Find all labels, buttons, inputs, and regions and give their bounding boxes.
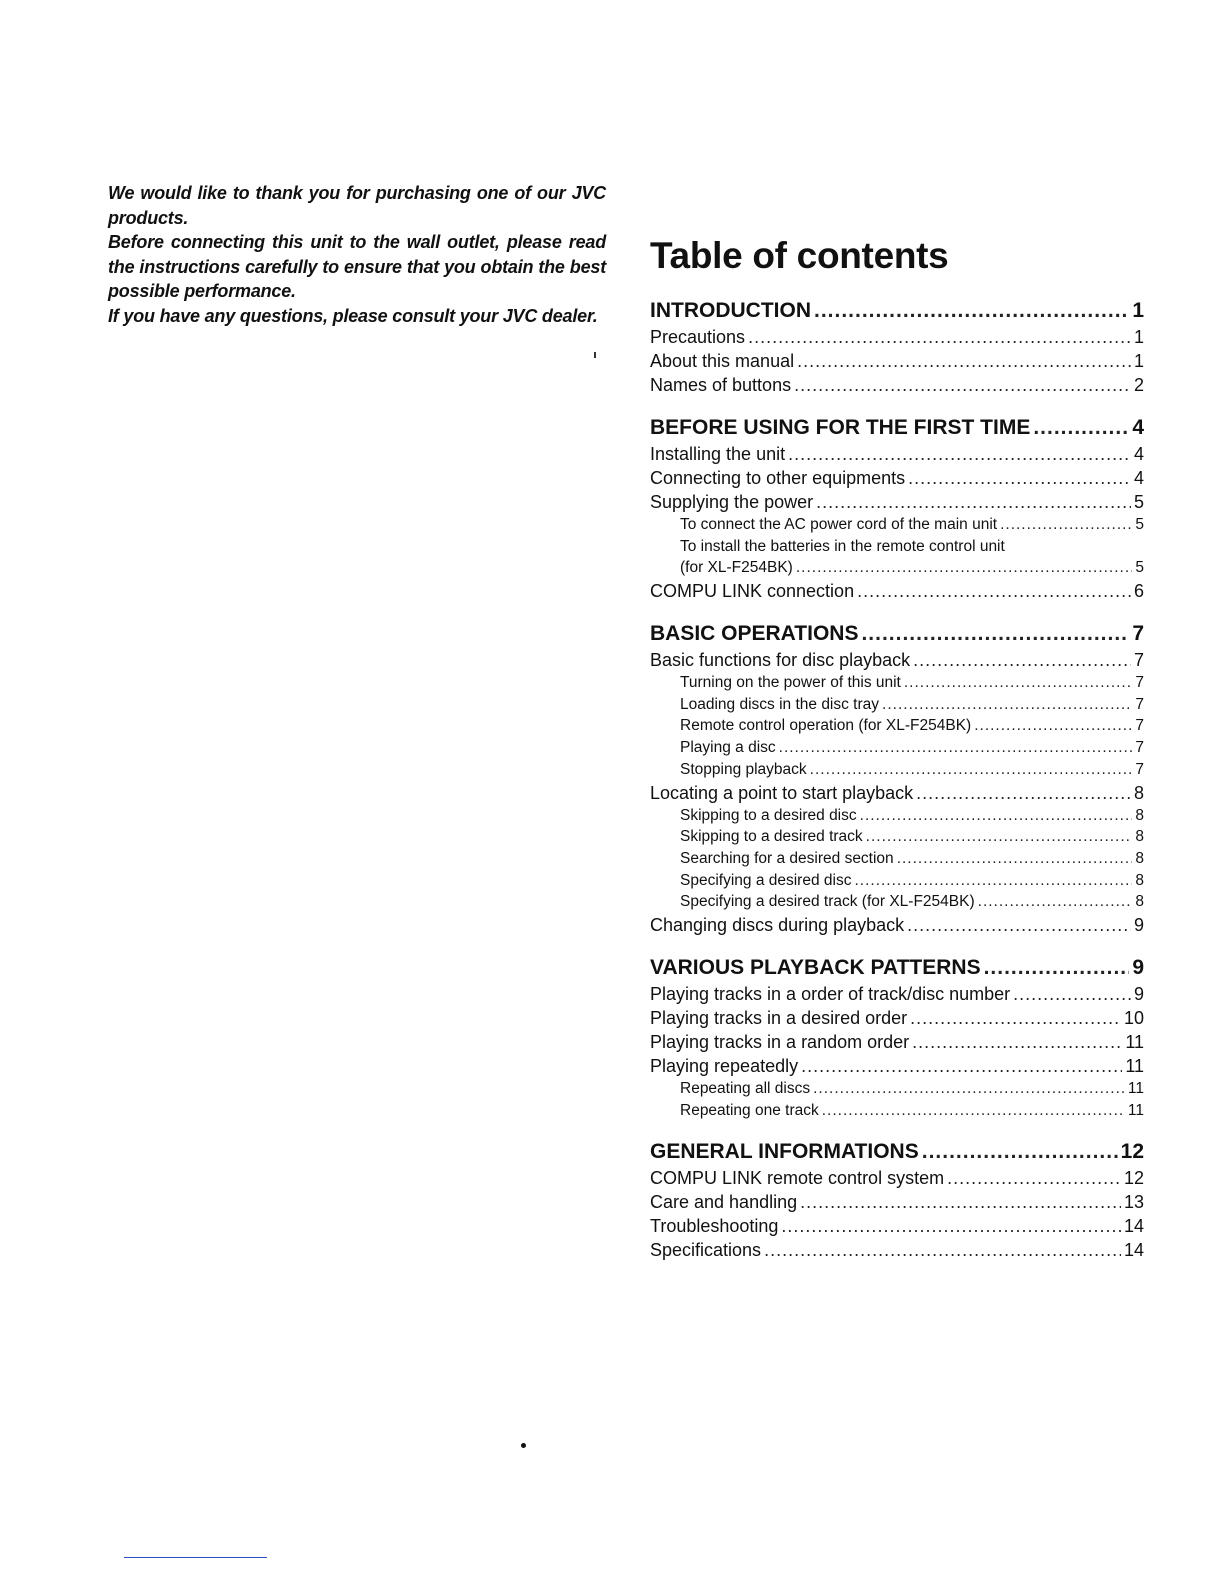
toc-subentry	[650, 694, 1144, 716]
toc-subentry	[650, 1100, 1144, 1122]
toc-section-heading	[650, 619, 1144, 648]
toc-entry-label: Remote control operation (for XL-F254BK)	[680, 717, 972, 735]
toc-section-before-using	[650, 413, 1144, 603]
table-of-contents	[650, 232, 1144, 1278]
toc-subentry	[650, 557, 1144, 579]
toc-entry-label: Specifications	[650, 1240, 762, 1261]
toc-page-number: 7	[1133, 650, 1144, 671]
toc-page-number: 8	[1133, 782, 1144, 803]
toc-page-number: 5	[1135, 559, 1144, 577]
toc-section-general-informations	[650, 1137, 1144, 1262]
toc-subentry	[650, 870, 1144, 892]
toc-entry	[650, 490, 1144, 514]
toc-page-number: 11	[1125, 1031, 1144, 1052]
toc-section-heading	[650, 953, 1144, 982]
toc-subentry	[650, 672, 1144, 694]
toc-entry-label: Installing the unit	[650, 444, 786, 464]
toc-page-number: 8	[1135, 871, 1144, 889]
toc-entry-label: Stopping playback	[680, 760, 807, 778]
toc-entry	[650, 1054, 1144, 1078]
toc-section-playback-patterns	[650, 953, 1144, 1121]
toc-page-number: 9	[1133, 914, 1144, 935]
toc-entry	[650, 913, 1144, 937]
toc-subentry	[650, 514, 1144, 536]
toc-page-number: 1	[1133, 327, 1144, 347]
toc-entry-label: Precautions	[650, 327, 746, 347]
intro-text	[108, 181, 606, 328]
toc-page-number: 4	[1132, 416, 1144, 439]
dot-leader	[748, 325, 1131, 349]
toc-page-number: 6	[1133, 581, 1144, 602]
toc-page-number: 7	[1135, 717, 1144, 735]
toc-entry-label: Playing tracks in a random order	[650, 1031, 910, 1052]
toc-entry-label: COMPU LINK remote control system	[650, 1168, 945, 1189]
toc-entry	[650, 781, 1144, 805]
toc-page-number: 7	[1135, 760, 1144, 778]
dot-leader	[861, 619, 1129, 648]
scan-underline-mark	[124, 1557, 267, 1558]
toc-page-number: 8	[1135, 849, 1144, 867]
toc-page-number: 7	[1135, 739, 1144, 757]
dot-leader	[810, 759, 1133, 781]
toc-entry-label: Changing discs during playback	[650, 914, 905, 935]
dot-leader	[974, 715, 1132, 737]
toc-heading-label: INTRODUCTION	[650, 299, 811, 322]
dot-leader	[801, 1054, 1122, 1078]
toc-entry-label: Specifying a desired track (for XL-F254BK)	[680, 893, 975, 911]
intro-paragraph-questions: If you have any questions, please consult your JVC dealer.	[108, 305, 598, 326]
toc-page-number: 11	[1127, 1079, 1144, 1097]
toc-entry	[650, 1190, 1144, 1214]
toc-entry-label: Searching for a desired section	[680, 849, 894, 867]
dot-leader	[984, 953, 1130, 982]
dot-leader	[913, 648, 1131, 672]
toc-entry-label: Repeating one track	[680, 1101, 819, 1119]
toc-entry-label: Care and handling	[650, 1192, 798, 1213]
toc-entry-label: Supplying the power	[650, 492, 814, 512]
toc-entry-label: Troubleshooting	[650, 1216, 779, 1237]
toc-entry-label: Skipping to a desired disc	[680, 806, 857, 824]
toc-entry	[650, 1166, 1144, 1190]
toc-entry-label: Loading discs in the disc tray	[680, 695, 880, 713]
dot-leader	[796, 557, 1133, 579]
toc-page-number: 1	[1133, 351, 1144, 371]
dot-leader	[854, 870, 1132, 892]
toc-entry-label-continued: (for XL-F254BK)	[680, 559, 793, 577]
toc-entry-label: Playing tracks in a order of track/disc number	[650, 983, 1011, 1004]
toc-subentry	[650, 1078, 1144, 1100]
toc-page-number: 11	[1127, 1101, 1144, 1119]
toc-subentry	[650, 891, 1144, 913]
toc-page-number: 14	[1123, 1240, 1144, 1261]
toc-entry-label: Turning on the power of this unit	[680, 674, 901, 692]
toc-page-number: 12	[1120, 1140, 1144, 1164]
dot-leader	[910, 1006, 1121, 1030]
toc-entry	[650, 1030, 1144, 1054]
dot-leader	[1033, 413, 1129, 442]
toc-entry	[650, 349, 1144, 373]
dot-leader	[866, 826, 1133, 848]
toc-page-number: 14	[1123, 1216, 1144, 1237]
toc-page-number: 7	[1132, 622, 1144, 646]
toc-entry	[650, 1238, 1144, 1262]
dot-leader	[800, 1190, 1121, 1214]
toc-entry-label: Locating a point to start playback	[650, 782, 914, 803]
toc-entry	[650, 579, 1144, 603]
toc-entry	[650, 1214, 1144, 1238]
dot-leader	[779, 737, 1133, 759]
toc-heading-label: BEFORE USING FOR THE FIRST TIME	[650, 416, 1031, 439]
toc-subentry	[650, 715, 1144, 737]
toc-entry-label: Skipping to a desired track	[680, 828, 863, 846]
dot-leader	[814, 296, 1129, 325]
dot-leader	[813, 1078, 1125, 1100]
toc-page-number: 8	[1135, 828, 1144, 846]
toc-page-number: 11	[1125, 1055, 1144, 1076]
toc-entry-label: Connecting to other equipments	[650, 468, 906, 488]
toc-page-number: 12	[1123, 1168, 1144, 1189]
toc-entry-label: Playing repeatedly	[650, 1055, 799, 1076]
dot-leader	[907, 913, 1131, 937]
dot-leader	[1013, 982, 1131, 1006]
toc-page-number: 13	[1123, 1192, 1144, 1213]
toc-page-number: 4	[1133, 444, 1144, 464]
dot-leader	[816, 490, 1131, 514]
toc-entry	[650, 982, 1144, 1006]
dot-leader	[947, 1166, 1121, 1190]
toc-page-number: 9	[1133, 983, 1144, 1004]
toc-heading-label: BASIC OPERATIONS	[650, 622, 859, 646]
dot-leader	[904, 672, 1133, 694]
toc-entry	[650, 466, 1144, 490]
toc-entry-label: Basic functions for disc playback	[650, 650, 911, 671]
toc-section-introduction	[650, 296, 1144, 397]
dot-leader	[916, 781, 1131, 805]
dot-leader	[912, 1030, 1122, 1054]
toc-heading-label: GENERAL INFORMATIONS	[650, 1140, 919, 1164]
toc-subentry	[650, 848, 1144, 870]
dot-leader	[781, 1214, 1121, 1238]
scan-dot	[521, 1443, 526, 1448]
toc-subentry	[650, 737, 1144, 759]
toc-title: Table of contents	[650, 235, 949, 276]
toc-entry-label: Repeating all discs	[680, 1079, 811, 1097]
toc-subentry	[650, 759, 1144, 781]
toc-entry-label: Playing tracks in a desired order	[650, 1007, 908, 1028]
intro-paragraph-instructions: Before connecting this unit to the wall outlet, please read the instructions carefully to ensure that you obtain the best possible performance.	[108, 232, 606, 301]
toc-entry-label: To connect the AC power cord of the main unit	[680, 516, 998, 533]
toc-entry-label: Specifying a desired disc	[680, 871, 852, 889]
toc-page-number: 7	[1135, 674, 1144, 692]
toc-page-number: 1	[1132, 299, 1144, 322]
dot-leader	[764, 1238, 1121, 1262]
toc-page-number: 9	[1132, 955, 1144, 979]
dot-leader	[857, 579, 1131, 603]
dot-leader	[860, 805, 1133, 827]
dot-leader	[788, 442, 1131, 466]
toc-entry	[650, 373, 1144, 397]
toc-entry	[650, 1006, 1144, 1030]
dot-leader	[897, 848, 1133, 870]
intro-paragraph-thanks: We would like to thank you for purchasing one of our JVC products.	[108, 183, 606, 228]
toc-page-number: 5	[1133, 492, 1144, 512]
toc-section-heading	[650, 413, 1144, 442]
toc-entry-label: To install the batteries in the remote control unit	[680, 537, 1005, 555]
dot-leader	[922, 1137, 1118, 1166]
toc-entry-label: COMPU LINK connection	[650, 581, 855, 602]
toc-entry-label: Playing a disc	[680, 739, 776, 757]
toc-page-number: 5	[1135, 516, 1144, 533]
toc-page-number: 8	[1135, 806, 1144, 824]
dot-leader	[882, 694, 1132, 716]
toc-section-basic-operations	[650, 619, 1144, 937]
toc-entry-label: About this manual	[650, 351, 795, 371]
dot-leader	[908, 466, 1131, 490]
toc-entry-label: Names of buttons	[650, 375, 792, 395]
toc-subentry	[650, 805, 1144, 827]
dot-leader	[797, 349, 1131, 373]
toc-entry	[650, 325, 1144, 349]
dot-leader	[794, 373, 1131, 397]
toc-subentry	[650, 826, 1144, 848]
dot-leader	[1000, 514, 1132, 536]
toc-page-number: 8	[1135, 893, 1144, 911]
toc-page-number: 10	[1123, 1007, 1144, 1028]
dot-leader	[978, 891, 1133, 913]
toc-entry	[650, 648, 1144, 672]
dot-leader	[822, 1100, 1125, 1122]
toc-section-heading	[650, 296, 1144, 325]
toc-page-number: 2	[1133, 375, 1144, 395]
toc-page-number: 4	[1133, 468, 1144, 488]
scan-speck	[594, 352, 596, 358]
toc-subentry-first-line	[650, 536, 1144, 558]
toc-section-heading	[650, 1137, 1144, 1166]
toc-entry	[650, 442, 1144, 466]
toc-heading-label: VARIOUS PLAYBACK PATTERNS	[650, 955, 981, 979]
toc-page-number: 7	[1135, 695, 1144, 713]
